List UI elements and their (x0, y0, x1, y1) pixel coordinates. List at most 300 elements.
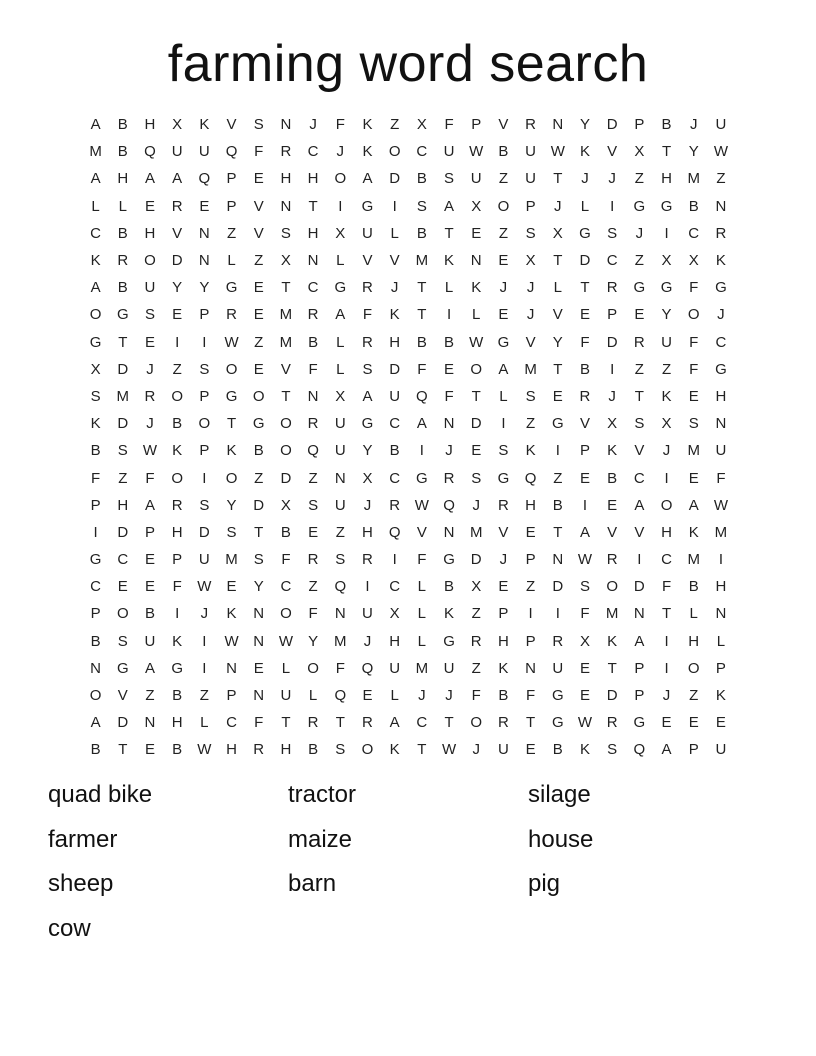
grid-letter: X (389, 605, 400, 623)
grid-letter: Z (199, 687, 209, 705)
grid-letter: K (172, 442, 183, 460)
grid-letter: K (525, 442, 536, 460)
grid-letter: W (577, 714, 593, 732)
grid-letter: R (525, 116, 537, 134)
grid-letter: U (389, 659, 401, 677)
grid-letter: U (362, 605, 373, 623)
grid-letter: V (362, 252, 373, 270)
grid-letter: E (253, 170, 264, 188)
grid-letter: N (443, 415, 455, 433)
grid-letter: V (498, 523, 509, 541)
grid-letter: Q (524, 469, 537, 487)
grid-letter: B (172, 687, 183, 705)
grid-letter: O (171, 387, 183, 405)
grid-letter: L (281, 659, 291, 677)
grid-letter: R (362, 551, 373, 569)
grid-letter: V (172, 224, 183, 242)
grid-letter: V (253, 224, 264, 242)
grid-letter: E (199, 197, 210, 215)
grid-letter: L (390, 224, 399, 242)
grid-letter: U (525, 143, 537, 161)
grid-letter: L (499, 387, 508, 405)
grid-letter: V (226, 116, 237, 134)
grid-letter: R (552, 632, 564, 650)
grid-letter: I (446, 306, 452, 324)
grid-letter: N (198, 224, 210, 242)
grid-letter: L (472, 306, 481, 324)
grid-letter: Z (498, 224, 508, 242)
grid-letter: E (253, 306, 264, 324)
grid-letter: Z (254, 252, 264, 270)
grid-letter: J (662, 442, 671, 460)
grid-letter: K (579, 741, 590, 759)
grid-letter: X (90, 360, 101, 378)
grid-letter: B (117, 143, 128, 161)
grid-letter: R (253, 741, 265, 759)
grid-letter: D (117, 714, 129, 732)
grid-letter: I (582, 496, 588, 514)
grid-letter: S (525, 387, 536, 405)
grid-letter: D (579, 252, 591, 270)
grid-letter: H (688, 632, 700, 650)
page-title: farming word search (167, 35, 649, 93)
grid-letter: U (443, 143, 455, 161)
grid-letter: E (579, 306, 590, 324)
grid-letter: H (171, 714, 183, 732)
grid-letter: D (470, 415, 482, 433)
grid-letter: T (281, 714, 291, 732)
grid-letter: K (715, 252, 726, 270)
grid-letter: J (363, 632, 372, 650)
grid-letter: A (416, 415, 427, 433)
grid-letter: B (172, 415, 183, 433)
grid-letter: V (607, 143, 618, 161)
grid-letter: E (144, 551, 155, 569)
grid-letter: Q (225, 143, 238, 161)
grid-letter: F (145, 469, 155, 487)
grid-letter: G (633, 714, 646, 732)
grid-letter: C (280, 578, 292, 596)
grid-letter: M (524, 360, 537, 378)
grid-letter: N (253, 687, 265, 705)
grid-letter: R (606, 714, 618, 732)
grid-letter: A (661, 741, 672, 759)
grid-letter: X (552, 224, 563, 242)
grid-letter: V (280, 360, 291, 378)
grid-letter: B (308, 741, 319, 759)
grid-letter: K (471, 279, 482, 297)
grid-letter: V (253, 197, 264, 215)
grid-letter: H (171, 523, 183, 541)
grid-letter: I (175, 333, 180, 351)
grid-letter: L (417, 632, 427, 650)
grid-letter: H (497, 632, 509, 650)
grid-letter: I (555, 442, 560, 460)
grid-letter: L (417, 605, 427, 623)
grid-letter: M (279, 333, 293, 351)
grid-letter: S (117, 442, 128, 460)
grid-letter: L (227, 252, 236, 270)
grid-letter: R (497, 496, 509, 514)
grid-letter: S (199, 360, 210, 378)
grid-letter: A (362, 170, 373, 188)
grid-letter: G (225, 387, 238, 405)
grid-letter: J (554, 197, 562, 215)
grid-letter: K (498, 659, 509, 677)
grid-letter: P (226, 170, 237, 188)
grid-letter: P (715, 659, 726, 677)
grid-letter: O (334, 170, 347, 188)
grid-letter: K (607, 632, 618, 650)
grid-letter: M (714, 523, 728, 541)
grid-letter: I (338, 197, 343, 215)
grid-letter: S (90, 387, 101, 405)
grid-letter: B (117, 279, 128, 297)
grid-letter: K (226, 605, 237, 623)
grid-letter: T (118, 741, 128, 759)
grid-letter: B (416, 170, 427, 188)
grid-letter: F (526, 687, 536, 705)
grid-letter: P (172, 551, 183, 569)
grid-letter: G (361, 197, 374, 215)
grid-letter: Z (716, 170, 726, 188)
grid-letter: G (715, 279, 727, 297)
grid-letter: T (634, 387, 644, 405)
grid-letter: C (307, 143, 319, 161)
grid-letter: B (661, 116, 672, 134)
grid-letter: U (198, 143, 210, 161)
grid-letter: Z (226, 224, 237, 242)
grid-letter: G (361, 415, 374, 433)
grid-letter: Z (308, 578, 318, 596)
grid-letter: O (225, 469, 238, 487)
grid-letter: C (389, 469, 401, 487)
grid-letter: P (525, 197, 536, 215)
grid-letter: X (416, 116, 427, 134)
grid-letter: X (172, 116, 183, 134)
grid-letter: I (202, 333, 207, 351)
grid-letter: S (199, 496, 210, 514)
grid-letter: B (253, 442, 264, 460)
grid-letter: C (715, 333, 727, 351)
grid-letter: O (144, 252, 156, 270)
grid-letter: T (226, 415, 237, 433)
grid-letter: D (606, 116, 618, 134)
grid-letter: I (637, 551, 642, 569)
grid-letter: R (362, 714, 373, 732)
grid-letter: B (416, 224, 427, 242)
grid-letter: N (280, 116, 292, 134)
grid-letter: G (497, 333, 510, 351)
grid-letter: I (392, 197, 397, 215)
grid-letter: J (445, 442, 453, 460)
grid-letter: X (607, 415, 618, 433)
grid-letter: Z (634, 252, 644, 270)
grid-letter: D (633, 578, 645, 596)
grid-letter: Y (661, 306, 672, 324)
grid-letter: S (335, 551, 346, 569)
grid-letter: A (144, 496, 155, 514)
grid-letter: Z (471, 659, 481, 677)
grid-letter: H (307, 224, 319, 242)
grid-letter: J (418, 687, 426, 705)
grid-letter: Z (661, 360, 672, 378)
grid-letter: H (661, 170, 672, 188)
grid-letter: F (417, 360, 427, 378)
grid-letter: V (607, 523, 618, 541)
grid-letter: O (171, 469, 183, 487)
grid-letter: O (307, 659, 319, 677)
grid-letter: U (715, 116, 727, 134)
grid-letter: D (280, 469, 292, 487)
grid-letter: Q (361, 659, 374, 677)
grid-letter: B (579, 360, 590, 378)
grid-letter: A (90, 116, 101, 134)
grid-letter: K (90, 252, 101, 270)
grid-letter: R (470, 632, 482, 650)
word-item: quad bike (48, 781, 153, 808)
grid-letter: C (688, 224, 700, 242)
grid-letter: U (715, 741, 727, 759)
grid-letter: I (610, 360, 615, 378)
grid-letter: U (280, 687, 292, 705)
grid-letter: M (279, 306, 293, 324)
grid-letter: E (471, 224, 482, 242)
grid-letter: S (688, 415, 699, 433)
grid-letter: B (444, 333, 455, 351)
grid-letter: C (90, 578, 102, 596)
grid-letter: G (334, 279, 347, 297)
grid-letter: W (469, 333, 484, 351)
grid-letter: T (553, 252, 563, 270)
grid-letter: F (254, 714, 264, 732)
grid-letter: M (334, 632, 347, 650)
grid-letter: K (607, 442, 618, 460)
grid-letter: L (91, 197, 100, 215)
grid-letter: X (335, 224, 346, 242)
grid-letter: U (144, 632, 156, 650)
grid-letter: G (715, 360, 727, 378)
grid-letter: W (224, 632, 239, 650)
grid-letter: J (662, 687, 671, 705)
grid-letter: E (144, 578, 155, 596)
grid-letter: T (417, 306, 427, 324)
grid-letter: J (336, 143, 345, 161)
grid-letter: R (443, 469, 455, 487)
grid-letter: N (144, 714, 156, 732)
grid-letter: T (471, 387, 481, 405)
grid-letter: R (171, 496, 183, 514)
grid-letter: I (664, 224, 669, 242)
grid-letter: C (389, 578, 401, 596)
grid-letter: W (278, 632, 293, 650)
grid-letter: S (280, 224, 291, 242)
grid-letter: V (634, 523, 645, 541)
grid-letter: L (308, 687, 318, 705)
grid-letter: L (200, 714, 209, 732)
grid-letter: J (526, 279, 535, 297)
grid-letter: R (307, 415, 319, 433)
grid-letter: C (389, 415, 401, 433)
grid-letter: O (606, 578, 618, 596)
grid-letter: L (336, 252, 345, 270)
grid-letter: G (551, 714, 564, 732)
grid-letter: Z (526, 578, 536, 596)
grid-letter: T (335, 714, 345, 732)
grid-letter: D (117, 415, 129, 433)
grid-letter: L (390, 687, 399, 705)
grid-letter: S (253, 551, 264, 569)
grid-letter: U (198, 551, 210, 569)
grid-letter: Y (172, 279, 183, 297)
grid-letter: U (144, 279, 156, 297)
word-item: pig (528, 870, 561, 897)
grid-letter: N (633, 605, 645, 623)
grid-letter: P (634, 116, 645, 134)
grid-letter: R (715, 224, 727, 242)
grid-letter: N (715, 197, 727, 215)
grid-letter: H (389, 333, 401, 351)
grid-letter: J (472, 496, 480, 514)
grid-letter: P (144, 523, 155, 541)
grid-letter: B (308, 333, 319, 351)
grid-letter: Q (307, 442, 319, 460)
grid-letter: S (253, 116, 264, 134)
grid-letter: R (307, 551, 319, 569)
grid-letter: E (525, 741, 536, 759)
grid-letter: J (390, 279, 399, 297)
grid-letter: R (362, 279, 373, 297)
grid-letter: N (715, 415, 727, 433)
grid-letter: W (577, 551, 593, 569)
grid-letter: O (280, 415, 292, 433)
grid-letter: E (715, 714, 726, 732)
word-item: cow (48, 914, 91, 942)
grid-letter: Y (362, 442, 373, 460)
grid-letter: H (117, 170, 129, 188)
grid-letter: Y (688, 143, 699, 161)
grid-letter: M (89, 143, 102, 161)
grid-letter: D (606, 687, 618, 705)
grid-letter: E (226, 578, 237, 596)
grid-letter: Y (226, 496, 237, 514)
grid-letter: T (254, 523, 264, 541)
grid-letter: Z (335, 523, 345, 541)
grid-letter: L (716, 632, 726, 650)
grid-letter: B (90, 741, 101, 759)
grid-letter: U (334, 415, 346, 433)
grid-letter: N (90, 659, 102, 677)
grid-letter: N (715, 605, 727, 623)
grid-letter: P (525, 632, 536, 650)
grid-letter: R (117, 252, 129, 270)
grid-letter: B (444, 578, 455, 596)
grid-letter: V (117, 687, 128, 705)
grid-letter: I (528, 605, 533, 623)
grid-letter: H (715, 387, 727, 405)
grid-letter: G (660, 279, 673, 297)
grid-letter: E (362, 687, 373, 705)
grid-letter: X (471, 578, 482, 596)
grid-letter: R (606, 279, 618, 297)
grid-letter: F (689, 279, 699, 297)
grid-letter: Y (253, 578, 264, 596)
grid-letter: T (281, 279, 291, 297)
grid-letter: J (309, 116, 317, 134)
grid-letter: B (688, 197, 699, 215)
grid-letter: D (253, 496, 265, 514)
grid-letter: A (90, 279, 101, 297)
grid-letter: B (607, 469, 618, 487)
grid-letter: I (365, 578, 370, 596)
grid-letter: J (581, 170, 589, 188)
grid-letter: H (715, 578, 727, 596)
grid-letter: H (144, 224, 156, 242)
grid-letter: J (146, 360, 154, 378)
grid-letter: O (198, 415, 211, 433)
grid-letter: R (307, 306, 319, 324)
grid-letter: B (688, 578, 699, 596)
grid-letter: T (661, 605, 672, 623)
grid-letter: E (144, 197, 155, 215)
grid-letter: A (389, 714, 400, 732)
grid-letter: N (280, 197, 292, 215)
grid-letter: E (525, 523, 536, 541)
grid-letter: X (362, 469, 373, 487)
grid-letter: A (172, 170, 183, 188)
grid-letter: J (472, 741, 480, 759)
grid-letter: E (498, 306, 509, 324)
grid-letter: R (171, 197, 183, 215)
grid-letter: B (117, 116, 128, 134)
grid-letter: P (688, 741, 699, 759)
grid-letter: U (362, 224, 373, 242)
grid-letter: K (172, 632, 183, 650)
grid-letter: O (225, 360, 238, 378)
grid-letter: C (661, 551, 672, 569)
grid-letter: X (280, 252, 291, 270)
grid-letter: A (498, 360, 509, 378)
grid-letter: I (664, 632, 669, 650)
grid-letter: Z (172, 360, 182, 378)
grid-letter: Q (416, 387, 428, 405)
grid-letter: W (224, 333, 239, 351)
grid-letter: O (361, 741, 374, 759)
grid-letter: Z (254, 469, 264, 487)
grid-letter: J (499, 551, 508, 569)
grid-letter: S (226, 523, 237, 541)
grid-letter: J (363, 496, 372, 514)
grid-letter: A (144, 659, 155, 677)
grid-letter: P (498, 605, 509, 623)
grid-letter: O (470, 714, 483, 732)
grid-letter: E (579, 659, 590, 677)
grid-letter: X (634, 143, 645, 161)
grid-letter: A (444, 197, 455, 215)
grid-letter: O (388, 143, 401, 161)
grid-letter: G (633, 279, 646, 297)
grid-letter: C (117, 551, 129, 569)
grid-letter: B (144, 605, 155, 623)
grid-letter: S (117, 632, 128, 650)
grid-letter: F (281, 551, 291, 569)
grid-letter: T (417, 279, 427, 297)
grid-letter: C (416, 143, 428, 161)
grid-letter: Y (579, 116, 590, 134)
grid-letter: Y (552, 333, 563, 351)
grid-letter: P (607, 306, 618, 324)
grid-letter: G (443, 632, 455, 650)
